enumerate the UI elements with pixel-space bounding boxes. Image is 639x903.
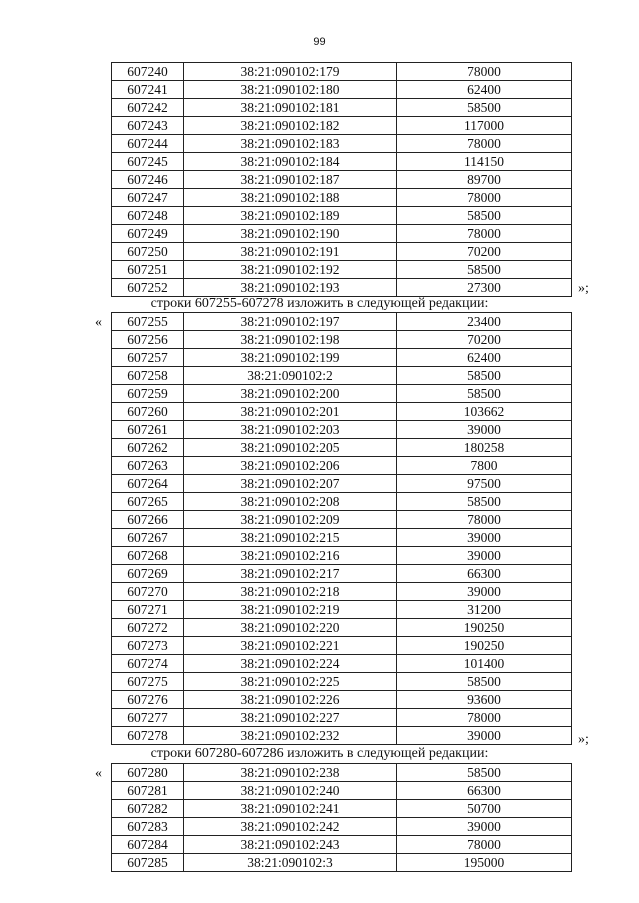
opening-quote-mark: « — [95, 766, 102, 781]
amount-cell: 180258 — [397, 439, 572, 457]
cadastral-number-cell: 38:21:090102:192 — [184, 261, 397, 279]
row-number-cell: 607244 — [112, 135, 184, 153]
row-number-cell: 607251 — [112, 261, 184, 279]
opening-quote-mark: « — [95, 315, 102, 330]
row-number-cell: 607248 — [112, 207, 184, 225]
cadastral-number-cell: 38:21:090102:190 — [184, 225, 397, 243]
amount-cell: 89700 — [397, 171, 572, 189]
cadastral-number-cell: 38:21:090102:243 — [184, 836, 397, 854]
cadastral-number-cell: 38:21:090102:219 — [184, 601, 397, 619]
cadastral-number-cell: 38:21:090102:184 — [184, 153, 397, 171]
amount-cell: 66300 — [397, 782, 572, 800]
amount-cell: 66300 — [397, 565, 572, 583]
row-number-cell: 607282 — [112, 800, 184, 818]
amount-cell: 39000 — [397, 727, 572, 745]
row-number-cell: 607285 — [112, 854, 184, 872]
cadastral-number-cell: 38:21:090102:191 — [184, 243, 397, 261]
table-row — [112, 135, 572, 153]
closing-quote-mark: »; — [578, 732, 589, 747]
table-row — [112, 421, 572, 439]
row-number-cell: 607241 — [112, 81, 184, 99]
amount-cell: 78000 — [397, 709, 572, 727]
cadastral-number-cell: 38:21:090102:232 — [184, 727, 397, 745]
amount-cell: 62400 — [397, 349, 572, 367]
table-row — [112, 261, 572, 279]
row-number-cell: 607258 — [112, 367, 184, 385]
amount-cell: 58500 — [397, 385, 572, 403]
amount-cell: 58500 — [397, 764, 572, 782]
cadastral-number-cell: 38:21:090102:200 — [184, 385, 397, 403]
table-row — [112, 511, 572, 529]
amount-cell: 103662 — [397, 403, 572, 421]
row-number-cell: 607256 — [112, 331, 184, 349]
row-number-cell: 607245 — [112, 153, 184, 171]
closing-quote-mark: »; — [578, 281, 589, 296]
cadastral-number-cell: 38:21:090102:199 — [184, 349, 397, 367]
row-number-cell: 607261 — [112, 421, 184, 439]
amount-cell: 190250 — [397, 637, 572, 655]
amount-cell: 62400 — [397, 81, 572, 99]
table-row — [112, 565, 572, 583]
row-number-cell: 607249 — [112, 225, 184, 243]
cadastral-number-cell: 38:21:090102:221 — [184, 637, 397, 655]
table-row — [112, 349, 572, 367]
amount-cell: 23400 — [397, 313, 572, 331]
register-table-3 — [111, 763, 572, 872]
table-row — [112, 727, 572, 745]
row-number-cell: 607250 — [112, 243, 184, 261]
amount-cell: 78000 — [397, 511, 572, 529]
amount-cell: 58500 — [397, 261, 572, 279]
cadastral-number-cell: 38:21:090102:182 — [184, 117, 397, 135]
table-row — [112, 782, 572, 800]
cadastral-number-cell: 38:21:090102:215 — [184, 529, 397, 547]
table-row — [112, 800, 572, 818]
cadastral-number-cell: 38:21:090102:241 — [184, 800, 397, 818]
table-row — [112, 457, 572, 475]
table-row — [112, 171, 572, 189]
row-number-cell: 607272 — [112, 619, 184, 637]
amount-cell: 101400 — [397, 655, 572, 673]
amount-cell: 78000 — [397, 63, 572, 81]
table-row — [112, 691, 572, 709]
amendment-note-2: строки 607280-607286 изложить в следующей редакции: — [150, 746, 489, 761]
cadastral-number-cell: 38:21:090102:201 — [184, 403, 397, 421]
register-table-2 — [111, 312, 572, 745]
table-row — [112, 818, 572, 836]
table-row — [112, 313, 572, 331]
table-row — [112, 583, 572, 601]
table-row — [112, 153, 572, 171]
amendment-note-1: строки 607255-607278 изложить в следующей редакции: — [150, 296, 489, 311]
amount-cell: 78000 — [397, 135, 572, 153]
cadastral-number-cell: 38:21:090102:209 — [184, 511, 397, 529]
cadastral-number-cell: 38:21:090102:217 — [184, 565, 397, 583]
table-row — [112, 189, 572, 207]
row-number-cell: 607243 — [112, 117, 184, 135]
cadastral-number-cell: 38:21:090102:207 — [184, 475, 397, 493]
table-row — [112, 385, 572, 403]
cadastral-number-cell: 38:21:090102:242 — [184, 818, 397, 836]
cadastral-number-cell: 38:21:090102:189 — [184, 207, 397, 225]
table-row — [112, 709, 572, 727]
cadastral-number-cell: 38:21:090102:181 — [184, 99, 397, 117]
amount-cell: 50700 — [397, 800, 572, 818]
table-row — [112, 836, 572, 854]
row-number-cell: 607255 — [112, 313, 184, 331]
table-row — [112, 475, 572, 493]
amount-cell: 7800 — [397, 457, 572, 475]
amount-cell: 39000 — [397, 583, 572, 601]
row-number-cell: 607268 — [112, 547, 184, 565]
cadastral-number-cell: 38:21:090102:206 — [184, 457, 397, 475]
row-number-cell: 607259 — [112, 385, 184, 403]
table-row — [112, 403, 572, 421]
table-row — [112, 601, 572, 619]
amount-cell: 78000 — [397, 225, 572, 243]
table-row — [112, 207, 572, 225]
cadastral-number-cell: 38:21:090102:187 — [184, 171, 397, 189]
row-number-cell: 607240 — [112, 63, 184, 81]
table-row — [112, 764, 572, 782]
row-number-cell: 607252 — [112, 279, 184, 297]
row-number-cell: 607263 — [112, 457, 184, 475]
amount-cell: 78000 — [397, 189, 572, 207]
row-number-cell: 607257 — [112, 349, 184, 367]
cadastral-number-cell: 38:21:090102:3 — [184, 854, 397, 872]
row-number-cell: 607262 — [112, 439, 184, 457]
row-number-cell: 607280 — [112, 764, 184, 782]
amount-cell: 195000 — [397, 854, 572, 872]
amount-cell: 39000 — [397, 547, 572, 565]
amount-cell: 117000 — [397, 117, 572, 135]
row-number-cell: 607284 — [112, 836, 184, 854]
cadastral-number-cell: 38:21:090102:220 — [184, 619, 397, 637]
row-number-cell: 607247 — [112, 189, 184, 207]
cadastral-number-cell: 38:21:090102:240 — [184, 782, 397, 800]
table-row — [112, 619, 572, 637]
cadastral-number-cell: 38:21:090102:198 — [184, 331, 397, 349]
cadastral-number-cell: 38:21:090102:205 — [184, 439, 397, 457]
row-number-cell: 607281 — [112, 782, 184, 800]
row-number-cell: 607283 — [112, 818, 184, 836]
page-number: 99 — [313, 36, 326, 48]
row-number-cell: 607266 — [112, 511, 184, 529]
amount-cell: 39000 — [397, 529, 572, 547]
cadastral-number-cell: 38:21:090102:197 — [184, 313, 397, 331]
cadastral-number-cell: 38:21:090102:193 — [184, 279, 397, 297]
amount-cell: 58500 — [397, 207, 572, 225]
row-number-cell: 607265 — [112, 493, 184, 511]
table-row — [112, 99, 572, 117]
cadastral-number-cell: 38:21:090102:180 — [184, 81, 397, 99]
amount-cell: 70200 — [397, 243, 572, 261]
row-number-cell: 607264 — [112, 475, 184, 493]
cadastral-number-cell: 38:21:090102:183 — [184, 135, 397, 153]
table-row — [112, 439, 572, 457]
cadastral-number-cell: 38:21:090102:225 — [184, 673, 397, 691]
row-number-cell: 607278 — [112, 727, 184, 745]
register-table-1 — [111, 62, 572, 297]
amount-cell: 39000 — [397, 818, 572, 836]
amount-cell: 39000 — [397, 421, 572, 439]
table-row — [112, 493, 572, 511]
table-row — [112, 279, 572, 297]
amount-cell: 31200 — [397, 601, 572, 619]
amount-cell: 27300 — [397, 279, 572, 297]
row-number-cell: 607260 — [112, 403, 184, 421]
table-row — [112, 331, 572, 349]
row-number-cell: 607274 — [112, 655, 184, 673]
table-row — [112, 655, 572, 673]
row-number-cell: 607277 — [112, 709, 184, 727]
row-number-cell: 607276 — [112, 691, 184, 709]
cadastral-number-cell: 38:21:090102:218 — [184, 583, 397, 601]
row-number-cell: 607275 — [112, 673, 184, 691]
table-row — [112, 529, 572, 547]
table-row — [112, 117, 572, 135]
cadastral-number-cell: 38:21:090102:216 — [184, 547, 397, 565]
cadastral-number-cell: 38:21:090102:188 — [184, 189, 397, 207]
cadastral-number-cell: 38:21:090102:203 — [184, 421, 397, 439]
table-row — [112, 243, 572, 261]
cadastral-number-cell: 38:21:090102:179 — [184, 63, 397, 81]
row-number-cell: 607273 — [112, 637, 184, 655]
cadastral-number-cell: 38:21:090102:224 — [184, 655, 397, 673]
amount-cell: 114150 — [397, 153, 572, 171]
cadastral-number-cell: 38:21:090102:2 — [184, 367, 397, 385]
amount-cell: 58500 — [397, 493, 572, 511]
amount-cell: 78000 — [397, 836, 572, 854]
amount-cell: 70200 — [397, 331, 572, 349]
amount-cell: 93600 — [397, 691, 572, 709]
row-number-cell: 607270 — [112, 583, 184, 601]
table-row — [112, 547, 572, 565]
row-number-cell: 607269 — [112, 565, 184, 583]
amount-cell: 58500 — [397, 673, 572, 691]
table-row — [112, 63, 572, 81]
amount-cell: 58500 — [397, 367, 572, 385]
table-row — [112, 367, 572, 385]
table-row — [112, 673, 572, 691]
row-number-cell: 607271 — [112, 601, 184, 619]
table-row — [112, 854, 572, 872]
table-row — [112, 225, 572, 243]
row-number-cell: 607242 — [112, 99, 184, 117]
amount-cell: 97500 — [397, 475, 572, 493]
table-row — [112, 637, 572, 655]
cadastral-number-cell: 38:21:090102:208 — [184, 493, 397, 511]
row-number-cell: 607246 — [112, 171, 184, 189]
cadastral-number-cell: 38:21:090102:238 — [184, 764, 397, 782]
cadastral-number-cell: 38:21:090102:227 — [184, 709, 397, 727]
amount-cell: 58500 — [397, 99, 572, 117]
amount-cell: 190250 — [397, 619, 572, 637]
cadastral-number-cell: 38:21:090102:226 — [184, 691, 397, 709]
row-number-cell: 607267 — [112, 529, 184, 547]
table-row — [112, 81, 572, 99]
